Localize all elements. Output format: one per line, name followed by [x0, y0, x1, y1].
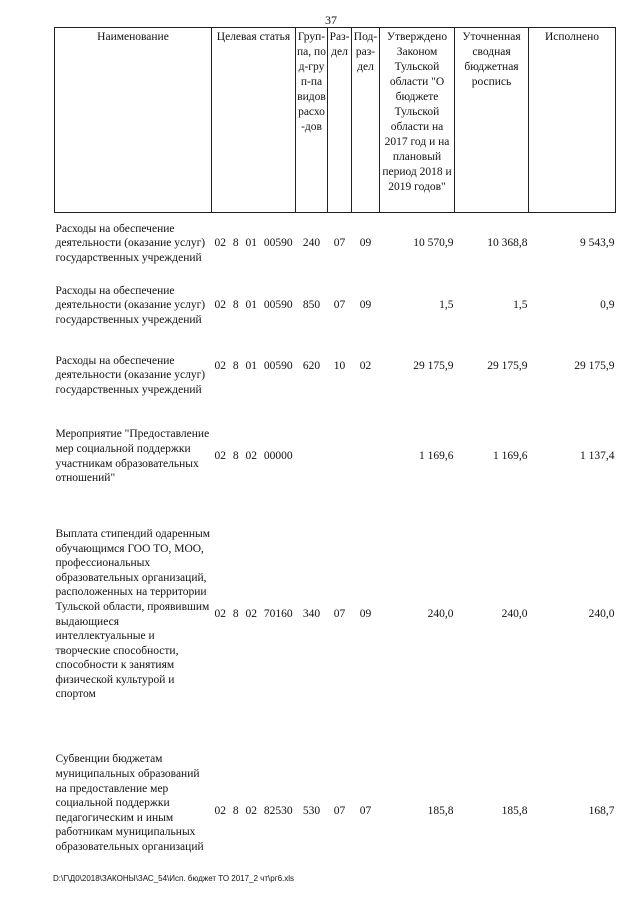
- table-row: [55, 499, 616, 731]
- row-approved: 10 570,9: [413, 237, 454, 250]
- row-revised: 240,0: [501, 608, 528, 621]
- row-approved: 1 169,6: [419, 450, 454, 463]
- table-row: [55, 415, 616, 499]
- page-number: 37: [325, 13, 337, 27]
- header-subsection: Под-раз-дел: [352, 28, 380, 213]
- row-group: 240: [302, 237, 321, 250]
- row-executed: 168,7: [588, 804, 615, 817]
- row-approved: 185,8: [427, 804, 454, 817]
- row-group: 850: [302, 299, 321, 312]
- row-subsection: 09: [359, 299, 372, 312]
- row-revised: 29 175,9: [487, 359, 528, 372]
- row-name: Субвенции бюджетам муниципальных образований на предоставление мер социальной поддержки педагогическим и иным работникам муниципальных образовательных организаций: [55, 753, 204, 853]
- row-target-code: 02 8 02 00000: [214, 450, 293, 463]
- header-approved: Утверждено Законом Тульской области "О бюджете Тульской области на 2017 год и на плановый период 2018 и 2019 годов": [380, 28, 455, 213]
- row-section: 07: [333, 804, 346, 817]
- table-row: [55, 337, 616, 415]
- row-subsection: 02: [359, 359, 372, 372]
- row-section: 07: [333, 608, 346, 621]
- row-target-code: 02 8 01 00590: [214, 237, 293, 250]
- row-revised: 1 169,6: [493, 450, 528, 463]
- row-name: Мероприятие "Предоставление мер социальной поддержки участникам образовательных отношений": [55, 428, 210, 485]
- row-approved: 240,0: [427, 608, 454, 621]
- file-path-footer: D:\Г\Д0\2018\ЗАКОНЫ\ЗАС_54\Исп. бюджет ТО 2017_2 чт\рг6.xls: [53, 874, 295, 883]
- row-revised: 10 368,8: [487, 237, 528, 250]
- row-group: [296, 415, 328, 499]
- row-executed: 9 543,9: [580, 237, 615, 250]
- header-expense-group: Груп-па, под-груп-па видов расхо-дов: [296, 28, 328, 213]
- row-section: 07: [333, 299, 346, 312]
- row-name: Расходы на обеспечение деятельности (оказание услуг) государственных учреждений: [55, 354, 206, 396]
- row-name: Расходы на обеспечение деятельности (оказание услуг) государственных учреждений: [55, 222, 206, 265]
- header-revised: Уточненная сводная бюджетная роспись: [455, 28, 529, 213]
- row-subsection: 07: [359, 804, 372, 817]
- row-group: 340: [302, 608, 321, 621]
- row-revised: 185,8: [501, 804, 528, 817]
- row-approved: 1,5: [439, 299, 454, 312]
- row-subsection: 09: [359, 237, 372, 250]
- row-section: 10: [333, 359, 346, 372]
- row-group: 620: [302, 359, 321, 372]
- row-target-code: 02 8 02 70160: [214, 608, 293, 621]
- row-name: Расходы на обеспечение деятельности (оказание услуг) государственных учреждений: [55, 284, 206, 326]
- row-revised: 1,5: [513, 299, 528, 312]
- row-approved: 29 175,9: [413, 359, 454, 372]
- row-target-code: 02 8 01 00590: [214, 359, 293, 372]
- header-row: [55, 28, 616, 213]
- row-section: 07: [333, 237, 346, 250]
- table-row: [55, 731, 616, 855]
- header-executed: Исполнено: [529, 28, 616, 213]
- row-target-code: 02 8 02 82530: [214, 804, 293, 817]
- header-target-article: Целевая статья: [212, 28, 296, 213]
- row-name: Выплата стипендий одаренным обучающимся ГОО ТО, МОО, профессиональных образовательных организаций, расположенных на территории Тульской области, проявившим выдающиеся интеллектуальные и творческие способности, способности к занятиям физической культурой и спортом: [55, 527, 211, 701]
- row-subsection: [352, 415, 380, 499]
- table-row: [55, 275, 616, 337]
- header-name: Наименование: [55, 28, 212, 213]
- table-row: [55, 213, 616, 275]
- row-executed: 0,9: [600, 299, 615, 312]
- row-group: 530: [302, 804, 321, 817]
- row-executed: 29 175,9: [574, 359, 615, 372]
- row-executed: 1 137,4: [580, 450, 615, 463]
- budget-table: [54, 27, 616, 855]
- row-target-code: 02 8 01 00590: [214, 299, 293, 312]
- row-executed: 240,0: [588, 608, 615, 621]
- row-subsection: 09: [359, 608, 372, 621]
- header-section: Раз-дел: [328, 28, 352, 213]
- row-section: [328, 415, 352, 499]
